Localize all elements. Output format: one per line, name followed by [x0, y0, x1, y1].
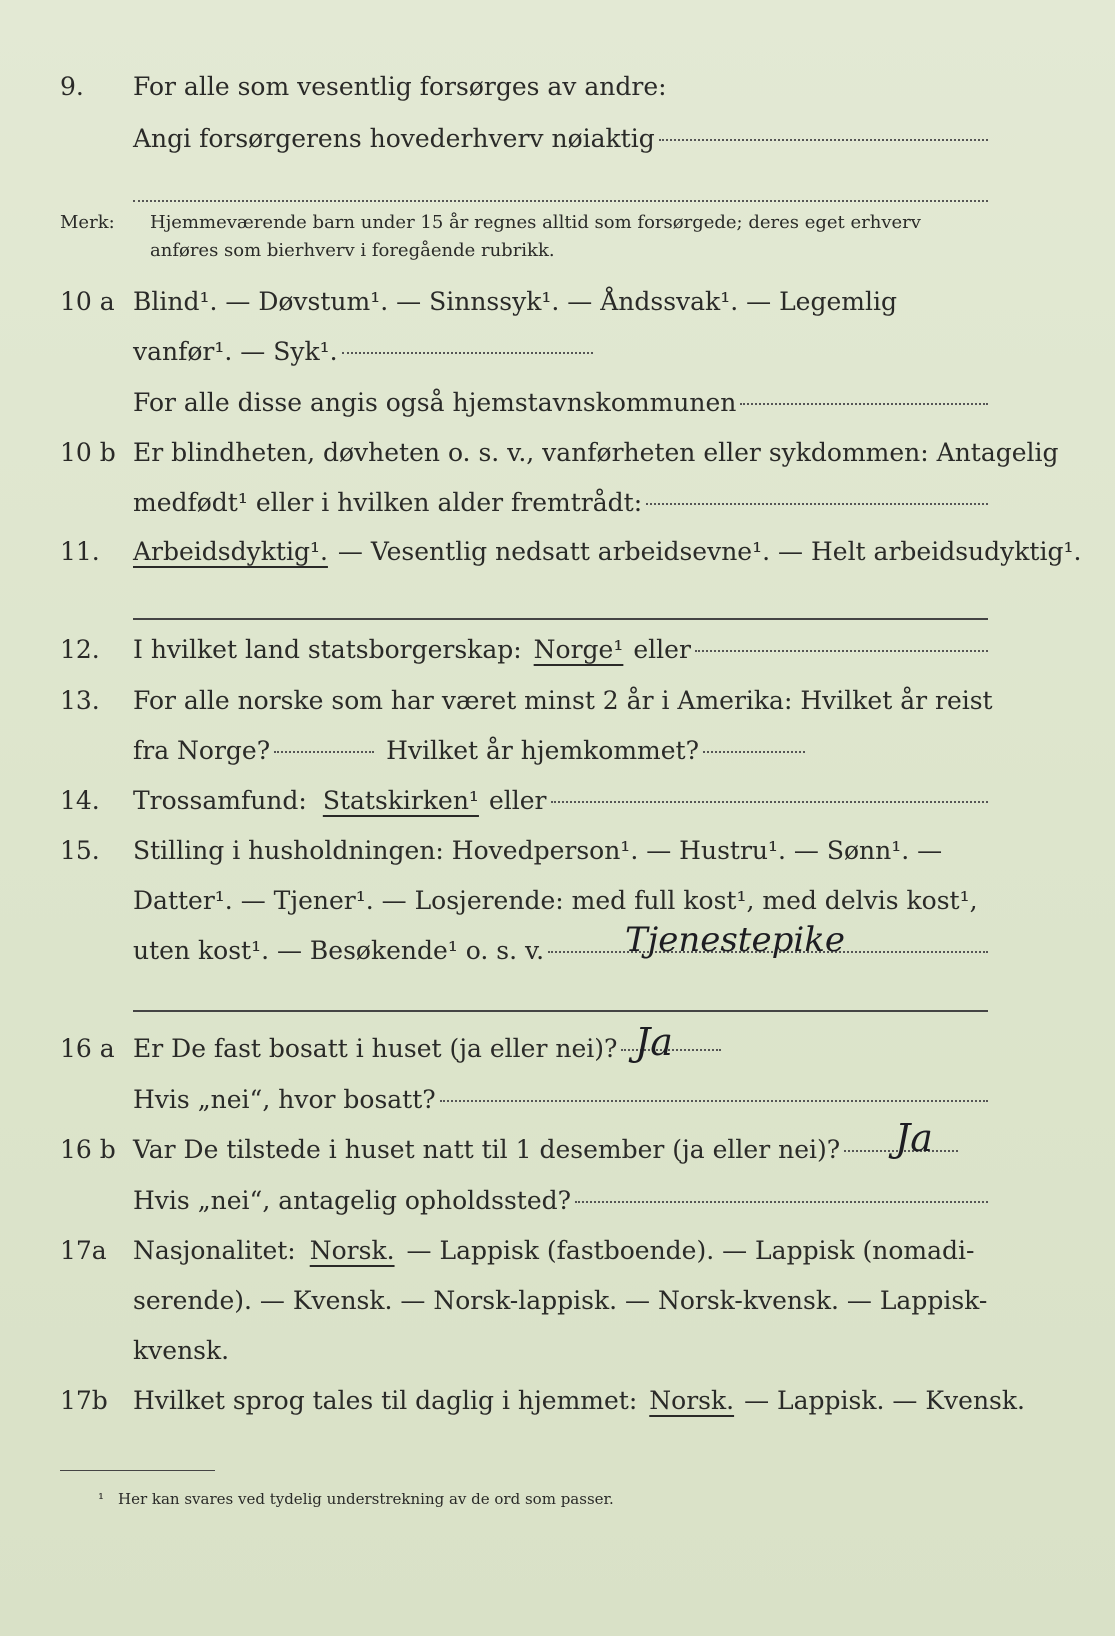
q12-option-norge[interactable]: Norge¹: [533, 635, 624, 664]
q17a-number: 17a: [60, 1236, 107, 1265]
q14-other-field[interactable]: [551, 801, 989, 803]
q10a-number: 10 a: [60, 287, 115, 316]
merk-text-line1: Hjemmeværende barn under 15 år regnes alltid som forsørgede; deres eget erhverv: [150, 212, 921, 233]
merk-text-line2: anføres som bierhverv i foregående rubrikk.: [150, 240, 555, 261]
q12-eller: eller: [633, 635, 691, 664]
q10a-options-line2: vanfør¹. — Syk¹.: [133, 337, 338, 366]
q16b-text-line1: Var De tilstede i huset natt til 1 desember (ja eller nei)?: [133, 1135, 841, 1164]
q17a-other-options: — Lappisk (fastboende). — Lappisk (nomadi-: [406, 1236, 975, 1265]
q17b-option-norsk[interactable]: Norsk.: [649, 1386, 735, 1415]
q15-text-line2: Datter¹. — Tjener¹. — Losjerende: med full kost¹, med delvis kost¹,: [133, 886, 978, 915]
q10a-hjemstavn-field[interactable]: [740, 403, 988, 405]
q10b-text-line2: medfødt¹ eller i hvilken alder fremtrådt:: [133, 488, 643, 517]
q16a-handwritten-answer: Ja: [635, 1020, 673, 1064]
section-divider-2: [133, 1010, 988, 1012]
footnote-divider: [60, 1470, 215, 1471]
q13-text-line1: For alle norske som har været minst 2 år i Amerika: Hvilket år reist: [133, 686, 993, 715]
q10b-text-line1: Er blindheten, døvheten o. s. v., vanførheten eller sykdommen: Antagelig: [133, 438, 1059, 467]
q11-other-options: — Vesentlig nedsatt arbeidsevne¹. — Helt arbeidsudyktig¹.: [337, 537, 1082, 566]
q16b-text-line2: Hvis „nei“, antagelig opholdssted?: [133, 1186, 572, 1215]
q13-hjemkommet-field[interactable]: [703, 751, 805, 753]
q13-reist-field[interactable]: [274, 751, 374, 753]
q10a-syk-field[interactable]: [342, 352, 593, 354]
q10a-hjemstavn-label: For alle disse angis også hjemstavnskommunen: [133, 388, 737, 417]
q16b-handwritten-answer: Ja: [895, 1116, 933, 1160]
q17a-text-line2: serende). — Kvensk. — Norsk-lappisk. — Norsk-kvensk. — Lappisk-: [133, 1286, 988, 1315]
q14-option-statskirken[interactable]: Statskirken¹: [322, 786, 479, 815]
q16b-opholdssted-field[interactable]: [575, 1201, 988, 1203]
q9-answer-field[interactable]: [659, 139, 988, 141]
merk-label: Merk:: [60, 212, 115, 233]
q12-text: I hvilket land statsborgerskap:: [133, 635, 522, 664]
q16a-text-line1: Er De fast bosatt i huset (ja eller nei)?: [133, 1034, 618, 1063]
q12-number: 12.: [60, 635, 100, 664]
q10b-number: 10 b: [60, 438, 116, 467]
q13-number: 13.: [60, 686, 100, 715]
q15-text-line3: uten kost¹. — Besøkende¹ o. s. v.: [133, 936, 545, 965]
section-divider-1: [133, 618, 988, 620]
q17a-option-norsk[interactable]: Norsk.: [309, 1236, 395, 1265]
q14-number: 14.: [60, 786, 100, 815]
q17a-text-line3: kvensk.: [133, 1336, 230, 1365]
footnote-text: Her kan svares ved tydelig understrekning av de ord som passer.: [118, 1490, 614, 1508]
q17b-other-options: — Lappisk. — Kvensk.: [744, 1386, 1025, 1415]
q15-number: 15.: [60, 836, 100, 865]
q9-extra-answer-line[interactable]: [133, 200, 988, 202]
q15-handwritten-answer: Tjenestepike: [625, 920, 845, 960]
q11-number: 11.: [60, 537, 100, 566]
q16a-number: 16 a: [60, 1034, 115, 1063]
q12-other-country-field[interactable]: [695, 650, 988, 652]
q14-text: Trossamfund:: [133, 786, 307, 815]
q10a-options-line1: Blind¹. — Døvstum¹. — Sinnssyk¹. — Åndssvak¹. — Legemlig: [133, 287, 897, 316]
footnote-mark: ¹: [98, 1490, 105, 1508]
q17a-label: Nasjonalitet:: [133, 1236, 296, 1265]
q16a-text-line2: Hvis „nei“, hvor bosatt?: [133, 1085, 436, 1114]
q17b-number: 17b: [60, 1386, 108, 1415]
q9-text-line1: For alle som vesentlig forsørges av andre:: [133, 72, 667, 101]
q9-text-line2: Angi forsørgerens hovederhverv nøiaktig: [133, 124, 655, 153]
q14-eller: eller: [488, 786, 547, 815]
q16b-number: 16 b: [60, 1135, 116, 1164]
q13-hjemkommet-label: Hvilket år hjemkommet?: [386, 736, 700, 765]
q11-option-arbeidsdyktig[interactable]: Arbeidsdyktig¹.: [133, 537, 328, 566]
q9-number: 9.: [60, 72, 84, 101]
q13-reist-label: fra Norge?: [133, 736, 271, 765]
q17b-text: Hvilket sprog tales til daglig i hjemmet:: [133, 1386, 638, 1415]
q15-text-line1: Stilling i husholdningen: Hovedperson¹. — Hustru¹. — Sønn¹. —: [133, 836, 943, 865]
q10b-answer-field[interactable]: [646, 503, 988, 505]
q16a-bosatt-field[interactable]: [440, 1100, 988, 1102]
